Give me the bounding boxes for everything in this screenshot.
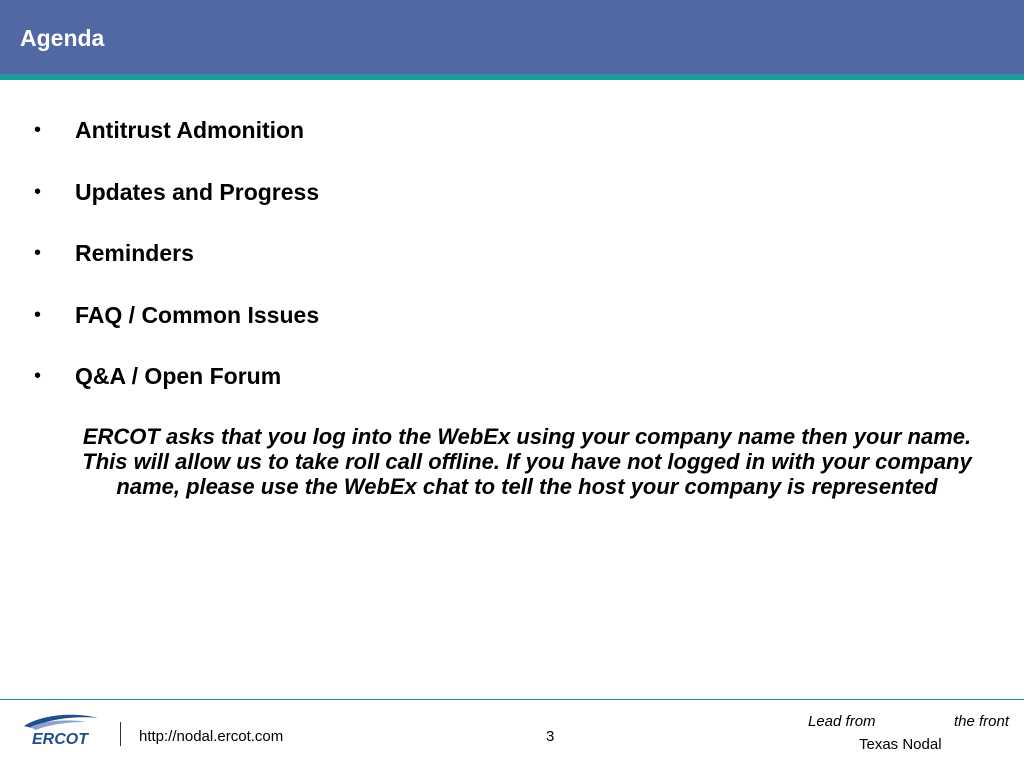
agenda-list — [30, 113, 590, 421]
footer-url-link[interactable]: http://nodal.ercot.com — [139, 728, 284, 745]
footer-separator — [120, 722, 121, 746]
bullet-icon: • — [34, 365, 42, 387]
ercot-logo-icon — [20, 712, 100, 748]
agenda-item-label: Antitrust Admonition — [75, 117, 305, 143]
tagline-lead: Lead from — [808, 713, 876, 730]
agenda-item — [30, 175, 590, 237]
bullet-icon: • — [34, 119, 42, 141]
agenda-item — [30, 113, 590, 175]
agenda-item-label: Updates and Progress — [75, 178, 320, 205]
tagline-front: the front — [954, 713, 1010, 730]
agenda-item-label: Q&A / Open Forum — [75, 363, 282, 389]
footer-organization: Texas Nodal — [859, 736, 942, 753]
bullet-icon: • — [34, 180, 42, 203]
slide-title: Agenda — [20, 25, 105, 51]
agenda-item — [30, 298, 590, 360]
bullet-icon: • — [34, 242, 42, 264]
bullet-icon: • — [34, 303, 42, 326]
agenda-item-label: Reminders — [75, 240, 194, 266]
agenda-item — [30, 359, 590, 421]
page-number: 3 — [546, 728, 555, 745]
webex-login-note: ERCOT asks that you log into the WebEx using your company name then your name. This will allow us to take roll call offline. If you have not logged in with your company name, please use the WebEx chat to tell the host your company is represented — [82, 424, 972, 499]
logo-wordmark: ERCOT — [32, 731, 88, 748]
title-accent-stripe — [0, 74, 1024, 80]
title-bar — [0, 0, 1024, 74]
footer-divider — [0, 699, 1024, 700]
agenda-item — [30, 236, 590, 298]
agenda-item-label: FAQ / Common Issues — [75, 301, 320, 328]
